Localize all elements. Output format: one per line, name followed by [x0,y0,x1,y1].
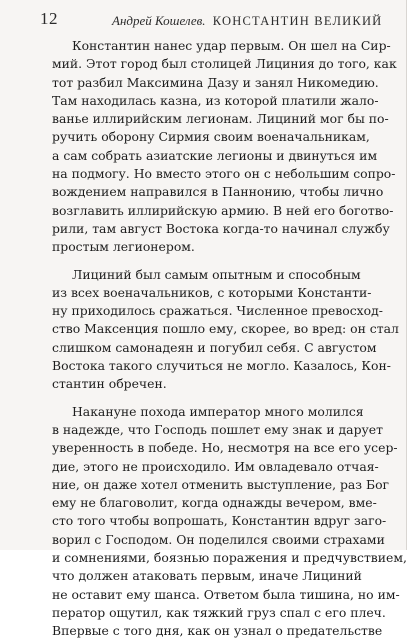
text-line: стантин обречен. [52,376,167,392]
paragraph-3 [52,403,407,641]
text-line: из всех военачальников, с которыми Константи- [52,284,372,300]
text-line: уверенность в победе. Но, несмотря на все его усер- [52,440,398,456]
text-line: что должен атаковать первым, иначе Лициний [52,568,362,584]
page-edge [406,0,413,550]
text-line: ну приходилось сражаться. Численное превосход- [52,303,383,319]
text-line: в надежде, что Господь пошлет ему знак и дарует [52,421,383,437]
paragraph-gap [52,257,357,266]
paragraph-gap [52,394,357,403]
text-line: а сам собрать азиатские легионы и двинуться им [52,147,378,163]
text-line: ручить оборону Сирмия своим военачальникам, [52,129,370,145]
text-line: мий. Этот город был столицей Лициния до того, как [52,56,397,72]
text-line: сто того чтобы вопрошать, Константин вдруг заго- [52,513,387,529]
text-line: дие, этого не происходило. Им овладевало отчая- [52,458,379,474]
text-line: ние, он даже хотел отменить выступление, раз Бог [52,476,390,492]
text-line: Впервые с того дня, как он узнал о предательстве [52,623,383,639]
paragraph-2 [52,266,399,394]
text-line: Накануне похода император много молился [72,403,364,419]
page-number: 12 [40,9,58,28]
text-line: и сомнениями, боязнью поражения и предчувствием, [52,550,407,566]
text-line: простым легионером. [52,239,195,255]
paragraph-1 [52,37,397,257]
text-line: не оставит ему шанса. Ответом была тишина, но им- [52,586,400,602]
text-line: возглавить иллирийскую армию. В ней его боготво- [52,202,394,218]
text-line: ство Максенция пошло ему, скорее, во вред: он стал [52,321,399,337]
text-line: Константин нанес удар первым. Он шел на Сир- [72,38,391,53]
text-line: тот разбил Максимина Дазу и занял Никомедию. [52,74,379,90]
running-head-title: КОНСТАНТИН ВЕЛИКИЙ [212,14,383,28]
text-line: ператор ощутил, как тяжкий груз спал с его плеч. [52,604,386,620]
text-line: рили, там август Востока когда-то начинал службу [52,220,390,236]
text-line: Востока такого случиться не могло. Казалось, Кон- [52,358,391,374]
text-line: ванье иллирийским легионам. Лициний мог бы по- [52,111,389,127]
text-line: на подмогу. Но вместо этого он с небольшим сопро- [52,166,396,182]
running-head-author: Андрей Кошелев. [112,13,206,28]
text-line: вождением направился в Паннонию, чтобы лично [52,184,384,200]
text-line: Там находилась казна, из которой платили жало- [52,92,379,108]
page-header [40,9,383,31]
text-line: ворил с Господом. Он поделился своими страхами [52,531,385,547]
text-line: Лициний был самым опытным и способным [72,266,361,282]
running-head [112,13,382,29]
text-line: ему не благоволит, когда однажды вечером, вме- [52,495,377,511]
text-line: слишком самонадеян и погубил себя. С августом [52,339,377,355]
